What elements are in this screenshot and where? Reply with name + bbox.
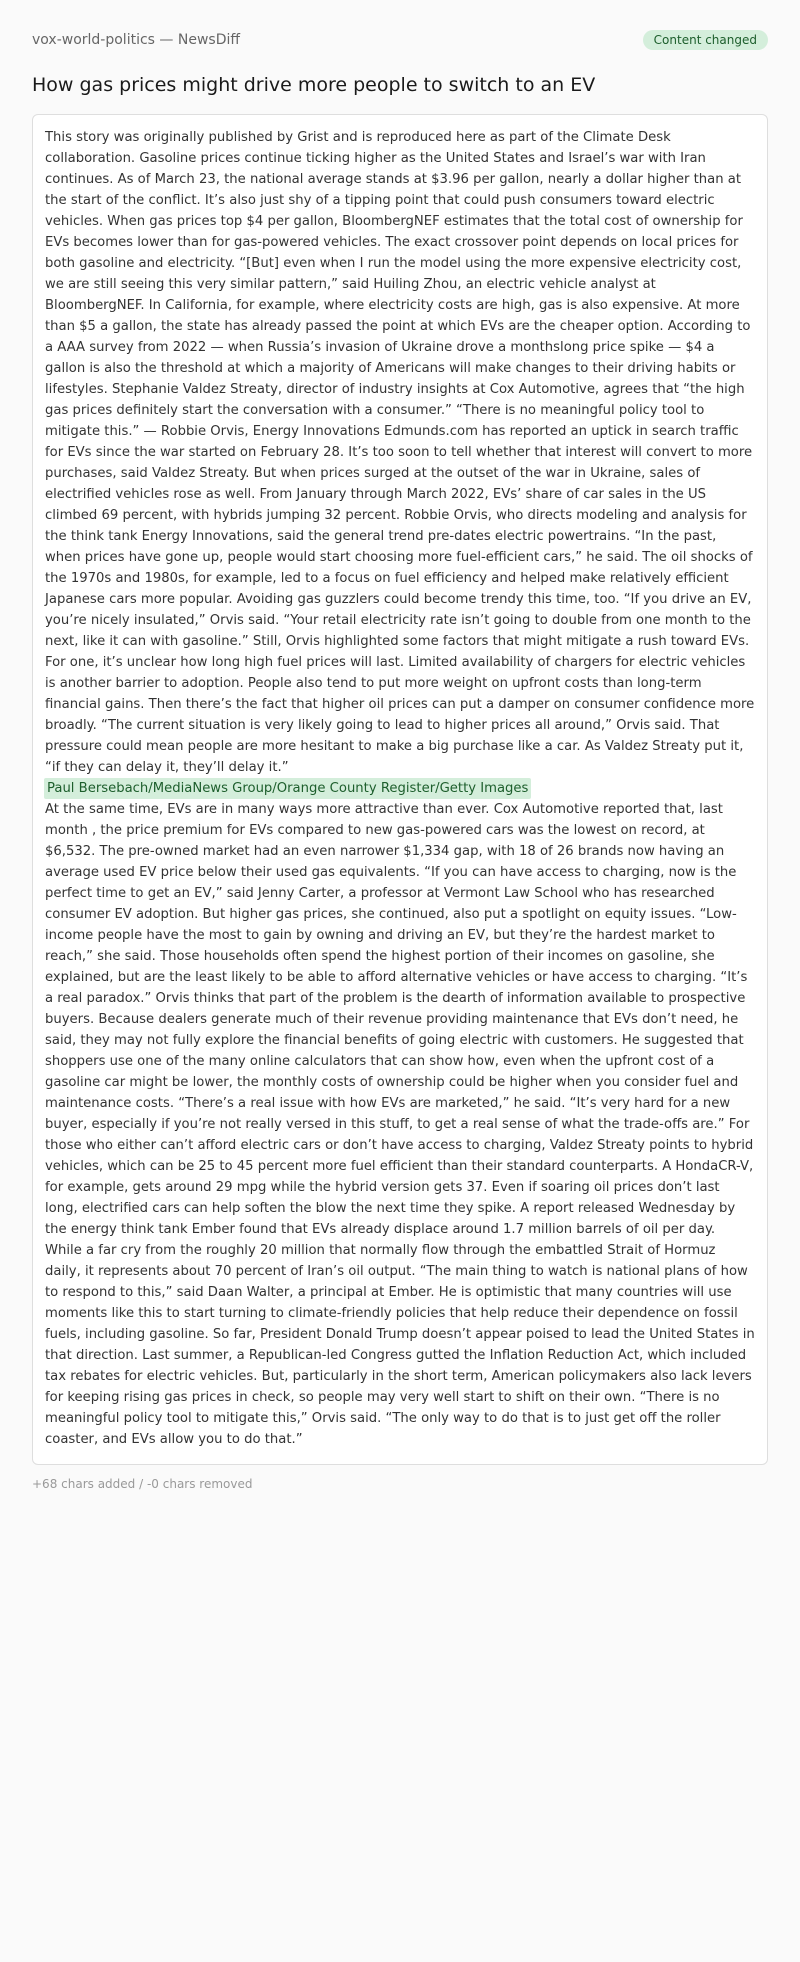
article-body-before: This story was originally published by Grist and is reproduced here as part of the Climate Desk collaboration. Gasoline prices continue ticking higher as the United States and Israel’s war with Iran continues. As of March 23, the national average stands at $3.96 per gallon, nearly a dollar higher than at the start of the conflict. It’s also just shy of a tipping point that could push consumers toward electric vehicles. When gas prices top $4 per gallon, BloombergNEF estimates that the total cost of ownership for EVs becomes lower than for gas-powered vehicles. The exact crossover point depends on local prices for both gasoline and electricity. “[But] even when I run the model using the more expensive electricity cost, we are still seeing this very similar pattern,” said Huiling Zhou, an electric vehicle analyst at BloombergNEF. In California, for example, where electricity costs are high, gas is also expensive. At more than $5 a gallon, the state has already passed the point at which EVs are the cheaper option. According to a AAA survey from 2022 — when Russia’s invasion of Ukraine drove a monthslong price spike — $4 a gallon is also the threshold at which a majority of Americans will make changes to their driving habits or lifestyles. Stephanie Valdez Streaty, director of industry insights at Cox Automotive, agrees that “the high gas prices definitely start the conversation with a consumer.” “There is no meaningful policy tool to mitigate this.” — Robbie Orvis, Energy Innovations Edmunds.com has reported an uptick in search traffic for EVs since the war started on February 28. It’s too soon to tell whether that interest will convert to more purchases, said Valdez Streaty. But when prices surged at the outset of the war in Ukraine, sales of electrified vehicles rose as well. From January through March 2022, EVs’ share of car sales in the US climbed 69 percent, with hybrids jumping 32 percent. Robbie Orvis, who directs modeling and analysis for the think tank Energy Innovations, said the general trend pre-dates electric powertrains. “In the past, when prices have gone up, people would start choosing more fuel-efficient cars,” he said. The oil shocks of the 1970s and 1980s, for example, led to a focus on fuel efficiency and helped make relatively efficient Japanese cars more popular. Avoiding gas guzzlers could become trendy this time, too. “If you drive an EV, you’re nicely insulated,” Orvis said. “Your retail electricity rate isn’t going to double from one month to the next, like it can with gasoline.” Still, Orvis highlighted some factors that might mitigate a rush toward EVs. For one, it’s unclear how long high fuel prices will last. Limited availability of chargers for electric vehicles is another barrier to adoption. People also tend to put more weight on upfront costs than long-term financial gains. Then there’s the fact that higher oil prices can put a damper on consumer confidence more broadly. “The current situation is very likely going to lead to higher prices all around,” Orvis said. That pressure could mean people are more hesitant to make a big purchase like a car. As Valdez Streaty put it, “if they can delay it, they’ll delay it.”: [45, 130, 755, 775]
article-body-after: At the same time, EVs are in many ways more attractive than ever. Cox Automotive reported that, last month , the price premium for EVs compared to new gas-powered cars was the lowest on record, at $6,532. The pre-owned market had an even narrower $1,334 gap, with 18 of 26 brands now having an average used EV price below their used gas equivalents. “If you can have access to charging, now is the perfect time to get an EV,” said Jenny Carter, a professor at Vermont Law School who has researched consumer EV adoption. But higher gas prices, she continued, also put a spotlight on equity issues. “Low-income people have the most to gain by owning and driving an EV, but they’re the hardest market to reach,” she said. Those households often spend the highest portion of their incomes on gasoline, she explained, but are the least likely to be able to afford alternative vehicles or have access to charging. “It’s a real paradox.” Orvis thinks that part of the problem is the dearth of information available to prospective buyers. Because dealers generate much of their revenue providing maintenance that EVs don’t need, he said, they may not fully explore the financial benefits of going electric with customers. He suggested that shoppers use one of the many online calculators that can show how, even when the upfront cost of a gasoline car might be lower, the monthly costs of ownership could be higher when you consider fuel and maintenance costs. “There’s a real issue with how EVs are marketed,” he said. “It’s very hard for a new buyer, especially if you’re not really versed in this stuff, to get a real sense of what the trade-offs are.” For those who either can’t afford electric cars or don’t have access to charging, Valdez Streaty points to hybrid vehicles, which can be 25 to 45 percent more fuel efficient than their standard counterparts. A HondaCR-V, for example, gets around 29 mpg while the hybrid version gets 37. Even if soaring oil prices don’t last long, electrified cars can help soften the blow the next time they spike. A report released Wednesday by the energy think tank Ember found that EVs already displace around 1.7 million barrels of oil per day. While a far cry from the roughly 20 million that normally flow through the embattled Strait of Hormuz daily, it represents about 70 percent of Iran’s oil output. “The main thing to watch is national plans of how to respond to this,” said Daan Walter, a principal at Ember. He is optimistic that many countries will use moments like this to start turning to climate-friendly policies that help reduce their dependence on fossil fuels, including gasoline. So far, President Donald Trump doesn’t appear poised to lead the United States in that direction. Last summer, a Republican-led Congress gutted the Inflation Reduction Act, which included tax rebates for electric vehicles. But, particularly in the short term, American policymakers also lack levers for keeping rising gas prices in check, so people may very well start to shift on their own. “There is no meaningful policy tool to mitigate this,” Orvis said. “The only way to do that is to just get off the roller coaster, and EVs allow you to do that.”: [45, 802, 755, 1447]
source-label: vox-world-politics — NewsDiff: [32, 32, 241, 48]
diff-summary: +68 chars added / -0 chars removed: [32, 1477, 253, 1491]
header-bar: [32, 28, 768, 52]
status-badge: Content changed: [643, 30, 768, 50]
article-title: How gas prices might drive more people to switch to an EV: [32, 74, 596, 96]
added-text-highlight: Paul Bersebach/MediaNews Group/Orange County Register/Getty Images: [44, 778, 531, 799]
article-diff-card: [32, 114, 768, 1465]
